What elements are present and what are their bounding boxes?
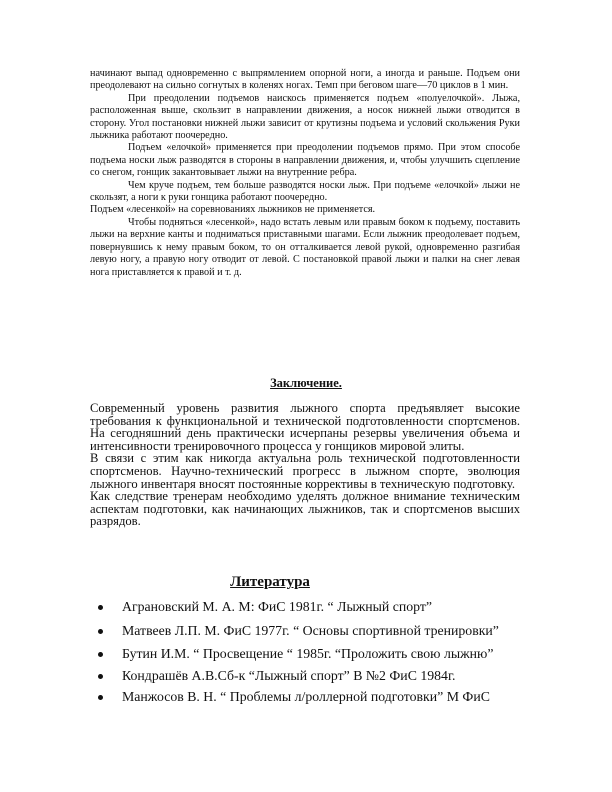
literature-item-text: Кондрашёв А.В.Сб-к “Лыжный спорт” В №2 ФиС 1984г.	[122, 667, 456, 683]
literature-item	[98, 669, 538, 683]
literature-item-text: Манжосов В. Н. “ Проблемы л/роллерной подготовки” М ФиС	[122, 689, 490, 705]
literature-item	[98, 600, 538, 614]
body-paragraph: Подъем «лесенкой» на соревнованиях лыжников не применяется.	[90, 204, 376, 216]
body-paragraph: Подъем «елочкой» применяется при преодолении подъемов прямо. При этом способе подъема носки лыж разводятся в стороны в направлении движения, и, чтобы улучшить сцепление со снегом, гонщик закантовывает лыжи на внутренние ребра.	[90, 142, 520, 179]
literature-title: Литература	[230, 574, 310, 590]
bullet-icon	[98, 652, 103, 657]
literature-item-text: Бутин И.М. “ Просвещение “ 1985г. “Проложить свою лыжню”	[122, 646, 494, 662]
bullet-icon	[98, 629, 103, 634]
conclusion-paragraph: В связи с этим как никогда актуальна роль технической подготовленности спортсменов. Научно-технический прогресс в лыжном спорте, эволюция лыжного инвентаря вносят постоянные коррективы в техническую подготовку.	[90, 451, 520, 491]
literature-item	[98, 647, 538, 661]
body-paragraph: При преодолении подъемов наискось применяется подъем «полуелочкой». Лыжа, расположенная выше, скользит в направлении движения, а носок нижней лыжи отводится в сторону. Угол постановки нижней лыжи зависит от крутизны подъема и условий скольжения Руки лыжника работают поочередно.	[90, 92, 520, 142]
body-paragraph: Чем круче подъем, тем больше разводятся носки лыж. При подъеме «елочкой» лыжи не скользят, а ноги к руки гонщика работают поочередно.	[90, 179, 520, 204]
bullet-icon	[98, 605, 103, 610]
body-paragraph: начинают выпад одновременно с выпрямлением опорной ноги, а иногда и раньше. Подъем они преодолевают на сильно согнутых в коленях ногах. Темп при беговом шаге—70 циклов в 1 мин.	[90, 68, 520, 92]
bullet-icon	[98, 695, 103, 700]
literature-item	[98, 690, 538, 704]
literature-item	[98, 624, 538, 638]
literature-item-text: Матвеев Л.П. М. ФиС 1977г. “ Основы спортивной тренировки”	[122, 622, 499, 638]
body-paragraph: Чтобы подняться «лесенкой», надо встать левым или правым боком к подъему, поставить лыжи на верхние канты и подниматься приставными шагами. Если лыжник преодолевает подъем, повернувшись к нему правым боком, то он отталкивается левой рукой, одновременно разгибая левую ногу, а правую ногу отводит от левой. С постановкой правой лыжи и палки на снег левая нога приставляется к правой и т. д.	[90, 216, 520, 278]
bullet-icon	[98, 674, 103, 679]
conclusion-paragraph: Как следствие тренерам необходимо уделять должное внимание техническим аспектам подготовки, как начинающих лыжников, так и спортсменов высших разрядов.	[90, 489, 520, 529]
literature-item-text: Аграновский М. А. М: ФиС 1981г. “ Лыжный спорт”	[122, 599, 433, 614]
conclusion-text	[90, 402, 520, 528]
literature-list	[98, 600, 538, 714]
conclusion-paragraph: Современный уровень развития лыжного спорта предъявляет высокие требования к функциональной и технической подготовленности спортсменов. На сегодняшний день практически исчерпаны резервы увеличения объема и интенсивности тренировочного процесса у гонщиков мировой элиты.	[90, 401, 520, 453]
conclusion-title: Заключение.	[270, 376, 342, 390]
body-text	[90, 68, 520, 279]
